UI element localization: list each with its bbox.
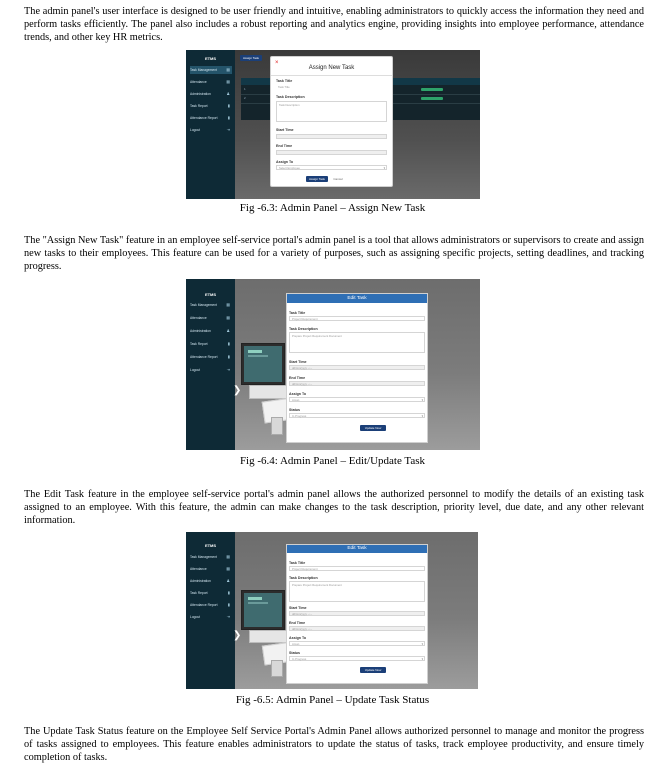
figure-caption: Fig -6.3: Admin Panel – Assign New Task xyxy=(239,202,426,214)
calculator-image xyxy=(271,660,283,677)
edit-task-paragraph: The Edit Task feature in the employee self-service portal's admin panel allows the authorized personnel to modify the details of an existing task assigned to an employee. With this feature, the admin can make changes to the task description, priority level, due date, and any other relevant information. xyxy=(24,489,644,527)
file-icon: ▮ xyxy=(227,115,230,120)
update-now-button[interactable]: Update Now xyxy=(360,667,386,673)
sidebar-item-administration[interactable]: Administration ♟ xyxy=(190,578,230,583)
sidebar-item-attendance[interactable]: Attendance ▦ xyxy=(190,315,230,320)
table-row[interactable]: 2 xyxy=(241,94,480,104)
end-time-label: End Time xyxy=(289,376,306,380)
sidebar xyxy=(186,50,235,199)
screenshot-edit-task xyxy=(186,279,480,450)
task-description-label: Task Description xyxy=(289,327,318,331)
user-icon: ♟ xyxy=(226,328,230,333)
sidebar-item-administration[interactable]: Administration ♟ xyxy=(190,91,230,96)
file-icon: ▮ xyxy=(227,602,230,607)
task-description-label: Task Description xyxy=(289,576,318,580)
arrow-right-icon: ❯ xyxy=(233,630,242,641)
modal-title: Assign New Task xyxy=(308,65,355,71)
assign-to-select[interactable]: Aman ▾ xyxy=(289,397,425,402)
update-status-form xyxy=(286,544,428,684)
start-time-input[interactable]: dd/mm/yyyy --:-- xyxy=(289,611,425,616)
assign-to-select[interactable]: Aman ▾ xyxy=(289,641,425,646)
status-label: Status xyxy=(289,651,300,655)
sidebar-item-task-management[interactable]: Task Management ▦ xyxy=(190,302,230,307)
task-description-input[interactable]: Task Description xyxy=(276,101,387,122)
sidebar-item-attendance[interactable]: Attendance ▦ xyxy=(190,79,230,84)
sidebar-item-task-management[interactable]: Task Management ▦ xyxy=(190,554,230,559)
sidebar-item-task-management[interactable]: Task Management ▦ xyxy=(190,67,230,72)
status-badge[interactable] xyxy=(421,97,443,100)
status-select[interactable]: In Progress ▾ xyxy=(289,413,425,418)
calculator-image xyxy=(271,417,283,435)
task-title-label: Task Title xyxy=(276,79,293,83)
file-icon: ▮ xyxy=(227,103,230,108)
end-time-label: End Time xyxy=(276,144,293,148)
file-icon: ▮ xyxy=(227,354,230,359)
chevron-down-icon: ▾ xyxy=(421,414,423,418)
figure-caption: Fig -6.4: Admin Panel – Edit/Update Task xyxy=(239,455,426,467)
figure-caption: Fig -6.5: Admin Panel – Update Task Status xyxy=(235,694,430,706)
sidebar-item-attendance-report[interactable]: Attendance Report ▮ xyxy=(190,115,230,120)
chevron-down-icon: ▾ xyxy=(421,398,423,402)
status-select[interactable]: In Progress ▾ xyxy=(289,656,425,661)
laptop-image xyxy=(241,343,285,385)
update-status-paragraph: The Update Task Status feature on the Employee Self Service Portal's Admin Panel allows authorized personnel to manage and monitor the progress of tasks assigned to employees. This feature enables administrators to update the status of tasks, track employee productivity, and ensure timely completion of tasks. xyxy=(24,726,644,764)
update-now-button[interactable]: Update Now xyxy=(360,425,386,431)
assign-task-paragraph: The "Assign New Task" feature in an employee self-service portal's admin panel is a tool that allows administrators or supervisors to create and assign new tasks to their employees. This feature can be used for a variety of purposes, such as assigning specific projects, setting deadlines, and tracking progress. xyxy=(24,235,644,273)
task-description-input[interactable]: Prepare Project Requirement Document xyxy=(289,332,425,353)
screenshot-update-status xyxy=(186,532,478,689)
table-row[interactable]: 1 xyxy=(241,85,480,95)
sidebar-item-attendance[interactable]: Attendance ▦ xyxy=(190,566,230,571)
task-title-input[interactable]: Project Requirement xyxy=(289,316,425,321)
sidebar-item-attendance-report[interactable]: Attendance Report ▮ xyxy=(190,602,230,607)
sidebar-item-logout[interactable]: Logout ⇥ xyxy=(190,614,230,619)
sidebar-brand: ETMS xyxy=(204,56,217,61)
laptop-image xyxy=(241,590,285,630)
start-time-label: Start Time xyxy=(276,128,294,132)
end-time-input[interactable] xyxy=(276,150,387,155)
intro-paragraph: The admin panel's user interface is designed to be user friendly and intuitive, enabling administrators to quickly access the information they need and perform tasks efficiently. The panel also includes a robust reporting and analytics engine, providing insights into employee performance, attendance trends, and other key HR metrics. xyxy=(24,6,644,44)
end-time-input[interactable]: dd/mm/yyyy --:-- xyxy=(289,381,425,386)
sidebar-item-task-report[interactable]: Task Report ▮ xyxy=(190,103,230,108)
assign-to-label: Assign To xyxy=(289,636,307,640)
assign-task-button[interactable]: Assign Task xyxy=(240,55,262,61)
arrow-right-icon: ❯ xyxy=(233,385,242,396)
sidebar xyxy=(186,532,235,689)
grid-icon: ▦ xyxy=(226,67,230,72)
assign-task-modal xyxy=(270,56,393,187)
end-time-label: End Time xyxy=(289,621,306,625)
logout-icon: ⇥ xyxy=(226,127,230,132)
assign-to-label: Assign To xyxy=(276,160,294,164)
file-icon: ▮ xyxy=(227,590,230,595)
close-icon[interactable]: × xyxy=(275,60,279,66)
grid-icon: ▦ xyxy=(226,302,230,307)
user-icon: ♟ xyxy=(226,91,230,96)
logout-icon: ⇥ xyxy=(226,367,230,372)
sidebar-brand: ETMS xyxy=(204,292,217,297)
grid-icon: ▦ xyxy=(226,315,230,320)
divider xyxy=(271,75,392,76)
sidebar-item-administration[interactable]: Administration ♟ xyxy=(190,328,230,333)
logout-icon: ⇥ xyxy=(226,614,230,619)
screenshot-assign-task xyxy=(186,50,480,199)
cancel-button[interactable]: Cancel xyxy=(333,177,343,181)
sidebar-item-task-report[interactable]: Task Report ▮ xyxy=(190,590,230,595)
assign-to-label: Assign To xyxy=(289,392,307,396)
sidebar-item-task-report[interactable]: Task Report ▮ xyxy=(190,341,230,346)
start-time-input[interactable] xyxy=(276,134,387,139)
start-time-input[interactable]: dd/mm/yyyy --:-- xyxy=(289,365,425,370)
chevron-down-icon: ▾ xyxy=(383,166,385,170)
start-time-label: Start Time xyxy=(289,606,307,610)
sidebar-item-logout[interactable]: Logout ⇥ xyxy=(190,367,230,372)
task-title-label: Task Title xyxy=(289,311,306,315)
user-icon: ♟ xyxy=(226,578,230,583)
end-time-input[interactable]: dd/mm/yyyy --:-- xyxy=(289,626,425,631)
form-title: Edit Task xyxy=(287,294,427,303)
task-description-label: Task Description xyxy=(276,95,305,99)
task-title-label: Task Title xyxy=(289,561,306,565)
chevron-down-icon: ▾ xyxy=(421,657,423,661)
status-badge[interactable] xyxy=(421,88,443,91)
assign-task-submit-button[interactable]: Assign Task xyxy=(306,176,328,182)
start-time-label: Start Time xyxy=(289,360,307,364)
grid-icon: ▦ xyxy=(226,554,230,559)
file-icon: ▮ xyxy=(227,341,230,346)
task-title-input[interactable]: Project Requirement xyxy=(289,566,425,571)
sidebar-item-attendance-report[interactable]: Attendance Report ▮ xyxy=(190,354,230,359)
sidebar xyxy=(186,279,235,450)
task-description-input[interactable]: Prepare Project Requirement Document xyxy=(289,581,425,602)
sidebar-item-logout[interactable]: Logout ⇥ xyxy=(190,127,230,132)
sidebar-brand: ETMS xyxy=(204,543,217,548)
assign-to-select[interactable]: Select Employee ▾ xyxy=(276,165,387,170)
edit-task-form xyxy=(286,293,428,443)
status-label: Status xyxy=(289,408,300,412)
form-title: Edit Task xyxy=(287,545,427,553)
task-title-input[interactable]: Task Title xyxy=(276,85,387,90)
grid-icon: ▦ xyxy=(226,566,230,571)
grid-icon: ▦ xyxy=(226,79,230,84)
chevron-down-icon: ▾ xyxy=(421,642,423,646)
